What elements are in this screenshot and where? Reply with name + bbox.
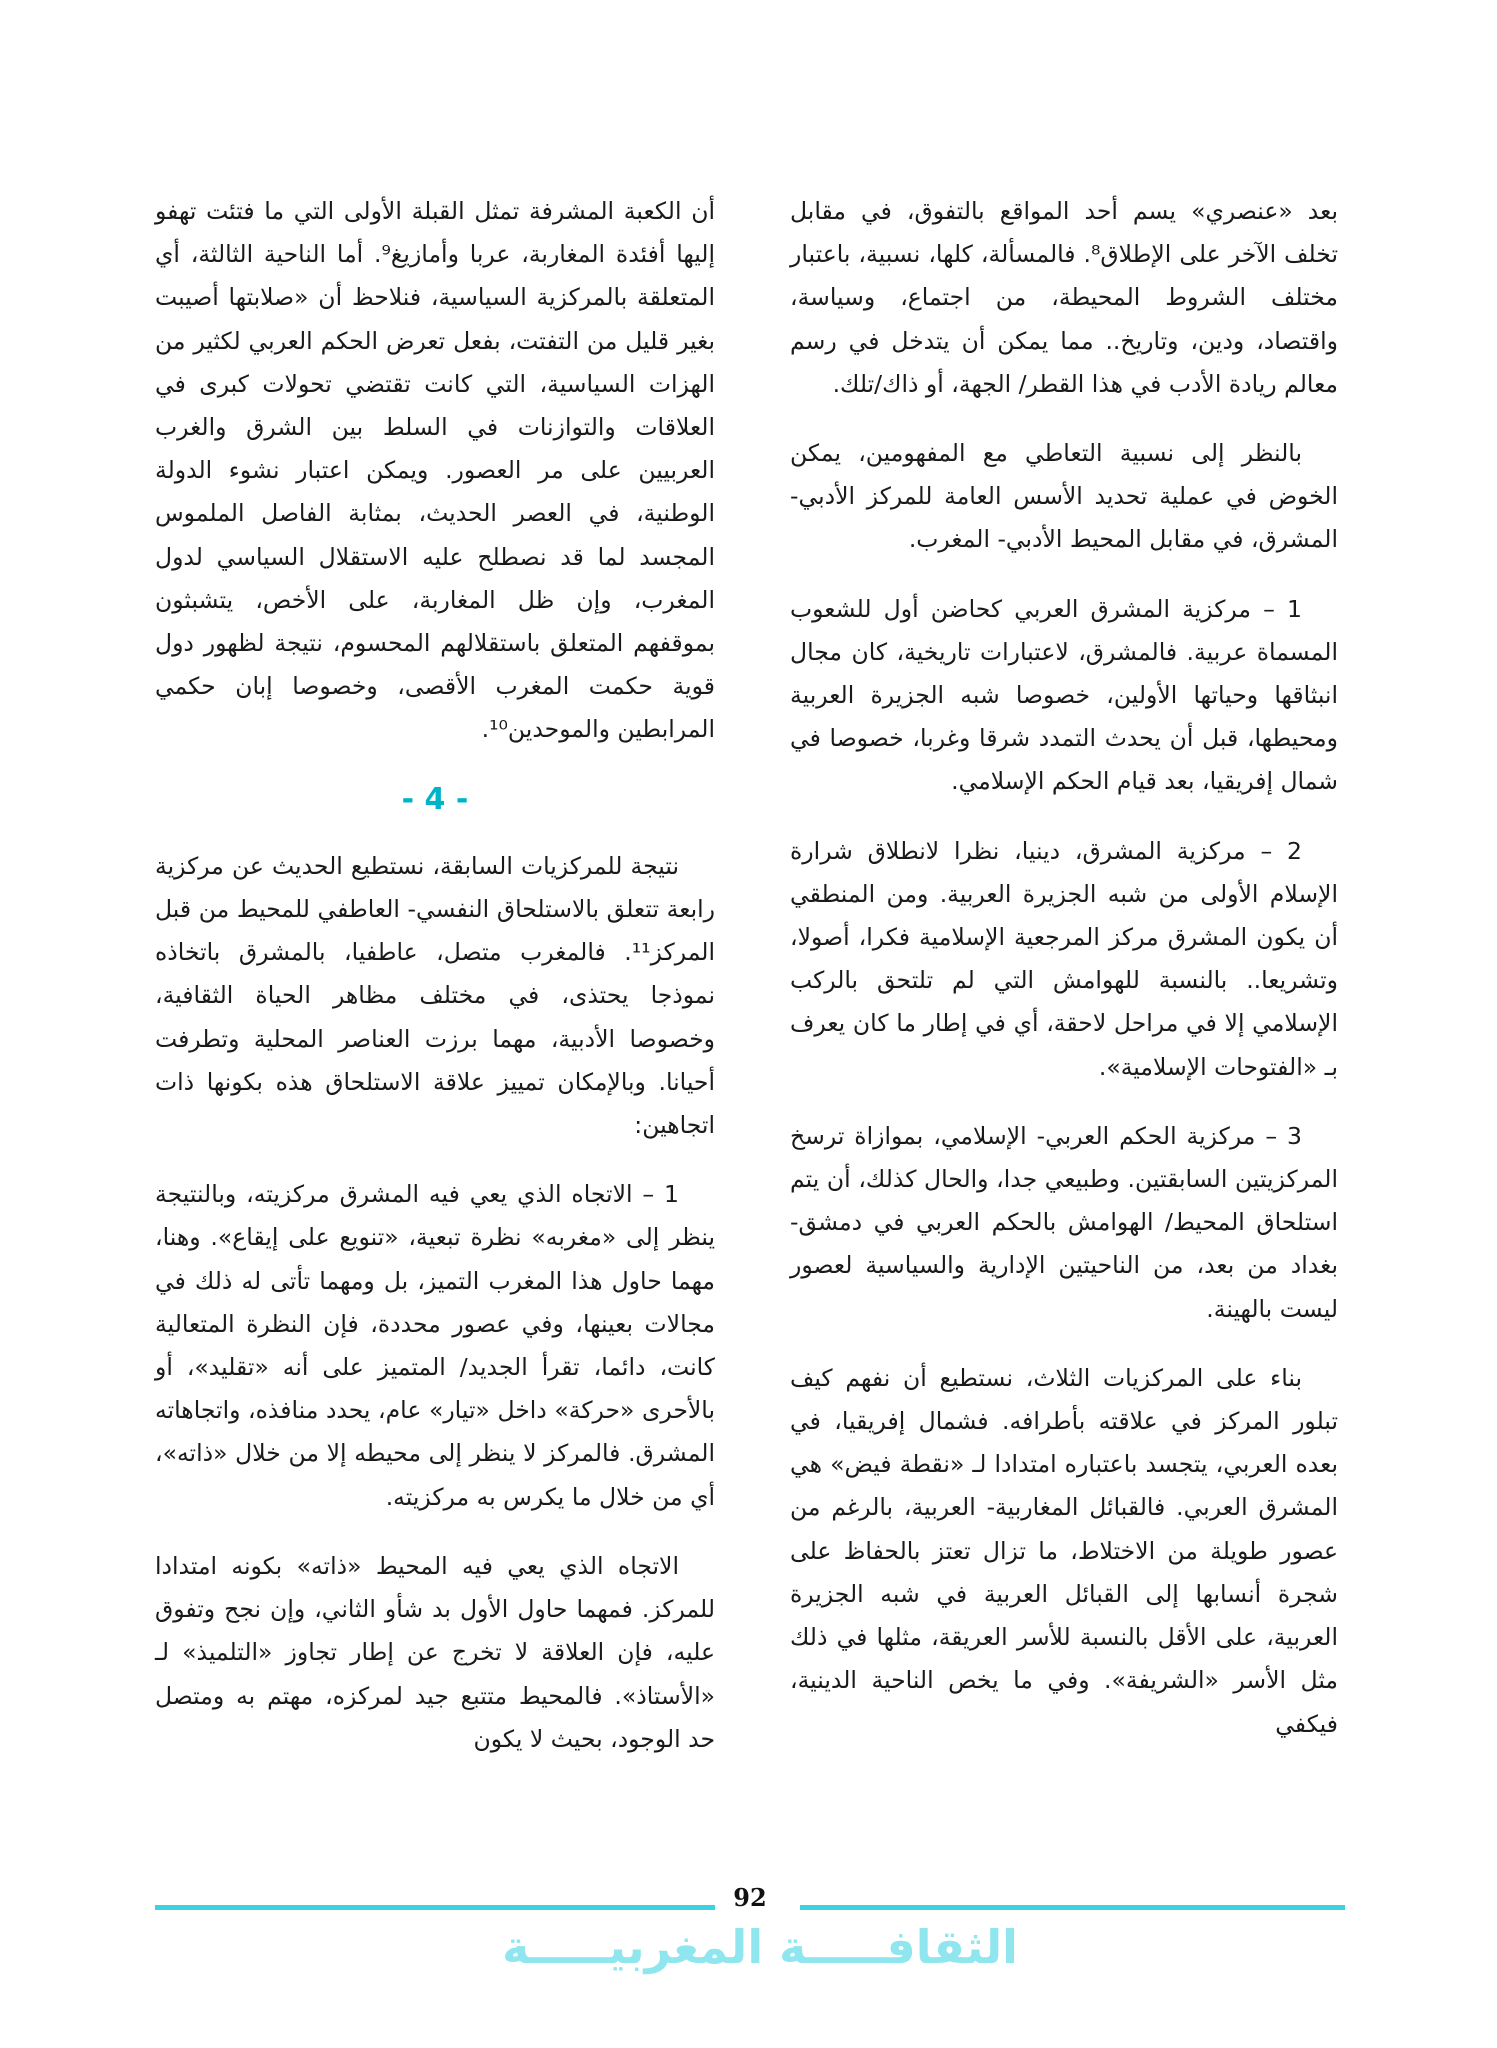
paragraph: 1 – الاتجاه الذي يعي فيه المشرق مركزيته، وبالنتيجة ينظر إلى «مغربه» نظرة تبعية، «تنويع على إيقاع». وهنا، مهما حاول هذا المغرب التميز، بل ومهما تأتى له ذلك في مجالات بعينها، وفي عصور محددة، فإن النظرة المتعالية كانت، دائما، تقرأ الجديد/ المتميز على أنه «تقليد»، أو بالأحرى «حركة» داخل «تيار» عام، يحدد منافذه، واتجاهاته المشرق. فالمركز لا ينظر إلى محيطه إلا من خلال «ذاته»، أي من خلال ما يكرس به مركزيته.: [155, 1180, 715, 1511]
paragraph: بالنظر إلى نسبية التعاطي مع المفهومين، يمكن الخوض في عملية تحديد الأسس العامة للمركز الأدبي- المشرق، في مقابل المحيط الأدبي- المغرب.: [790, 439, 1338, 554]
paragraph: أن الكعبة المشرفة تمثل القبلة الأولى التي ما فتئت تهفو إليها أفئدة المغاربة، عربا وأمازيغ⁹. أما الناحية الثالثة، أي المتعلقة بالمركزية السياسية، فنلاحظ أن «صلابتها أصيبت بغير قليل من التفتت، بفعل تعرض الحكم العربي لكثير من الهزات السياسية، التي كانت تقتضي تحولات كبرى في العلاقات والتوازنات في السلط بين الشرق والغرب العربيين على مر العصور. ويمكن اعتبار نشوء الدولة الوطنية، في العصر الحديث، بمثابة الفاصل الملموس المجسد لما قد نصطلح عليه الاستقلال السياسي لدول المغرب، وإن ظل المغاربة، على الأخص، يتشبثون بموقفهم المتعلق باستقلالهم المحسوم، نتيجة لظهور دول قوية حكمت المغرب الأقصى، وخصوصا إبان حكمي المرابطين والموحدين¹⁰.: [155, 197, 715, 744]
left-column: [155, 190, 715, 1787]
paragraph: الاتجاه الذي يعي فيه المحيط «ذاته» بكونه امتدادا للمركز. فمهما حاول الأول بد شأو الثاني، وإن نجح وتفوق عليه، فإن العلاقة لا تخرج عن إطار تجاوز «التلميذ» لـ «الأستاذ». فالمحيط متتبع جيد لمركزه، مهتم به ومتصل حد الوجود، بحيث لا يكون: [155, 1551, 715, 1753]
paragraph: 1 – مركزية المشرق العربي كحاضن أول للشعوب المسماة عربية. فالمشرق، لاعتبارات تاريخية، كان مجال انبثاقها وحياتها الأولين، خصوصا شبه الجزيرة العربية ومحيطها، قبل أن يحدث التمدد شرقا وغربا، خصوصا في شمال إفريقيا، بعد قيام الحكم الإسلامي.: [790, 594, 1338, 796]
paragraph: 3 – مركزية الحكم العربي- الإسلامي، بموازاة ترسخ المركزيتين السابقتين. وطبيعي جدا، والحال كذلك، أن يتم استلحاق المحيط/ الهوامش بالحكم العربي في دمشق- بغداد من بعد، من الناحيتين الإدارية والسياسية لعصور ليست بالهينة.: [790, 1121, 1338, 1323]
paragraph: بناء على المركزيات الثلاث، نستطيع أن نفهم كيف تبلور المركز في علاقته بأطرافه. فشمال إفريقيا، في بعده العربي، يتجسد باعتباره امتدادا لـ «نقطة فيض» هي المشرق العربي. فالقبائل المغاربية- العربية، بالرغم من عصور طويلة من الاختلاط، ما تزال تعتز بالحفاظ على شجرة أنسابها إلى القبائل العربية في شبه الجزيرة العربية، على الأقل بالنسبة للأسر العريقة، مثلها في ذلك مثل الأسر «الشريفة». وفي ما يخص الناحية الدينية، فيكفي: [790, 1363, 1338, 1738]
footer-rule-right: [800, 1905, 1345, 1910]
magazine-masthead: الثقافـــــة المغربيـــــة: [502, 1920, 1018, 1974]
paragraph: نتيجة للمركزيات السابقة، نستطيع الحديث عن مركزية رابعة تتعلق بالاستلحاق النفسي- العاطفي للمحيط من قبل المركز¹¹. فالمغرب متصل، عاطفيا، بالمشرق باتخاذه نموذجا يحتذى، في مختلف مظاهر الحياة الثقافية، وخصوصا الأدبية، مهما برزت العناصر المحلية وتطرفت أحيانا. وبالإمكان تمييز علاقة الاستلحاق هذه بكونها ذات اتجاهين:: [155, 851, 715, 1140]
footer-rule-left: [155, 1905, 715, 1910]
page-number: 92: [733, 1883, 767, 1912]
section-marker: - 4 -: [401, 781, 469, 817]
paragraph: بعد «عنصري» يسم أحد المواقع بالتفوق، في مقابل تخلف الآخر على الإطلاق⁸. فالمسألة، كلها، نسبية، باعتبار مختلف الشروط المحيطة، من اجتماع، وسياسة، واقتصاد، ودين، وتاريخ.. مما يمكن أن يتدخل في رسم معالم ريادة الأدب في هذا القطر/ الجهة، أو ذاك/تلك.: [790, 197, 1338, 398]
right-column: [790, 190, 1338, 1772]
paragraph: 2 – مركزية المشرق، دينيا، نظرا لانطلاق شرارة الإسلام الأولى من شبه الجزيرة العربية. ومن المنطقي أن يكون المشرق مركز المرجعية الإسلامية فكرا، أصولا، وتشريعا.. بالنسبة للهوامش التي لم تلتحق بالركب الإسلامي إلا في مراحل لاحقة، أي في إطار ما كان يعرف بـ «الفتوحات الإسلامية».: [790, 836, 1338, 1081]
